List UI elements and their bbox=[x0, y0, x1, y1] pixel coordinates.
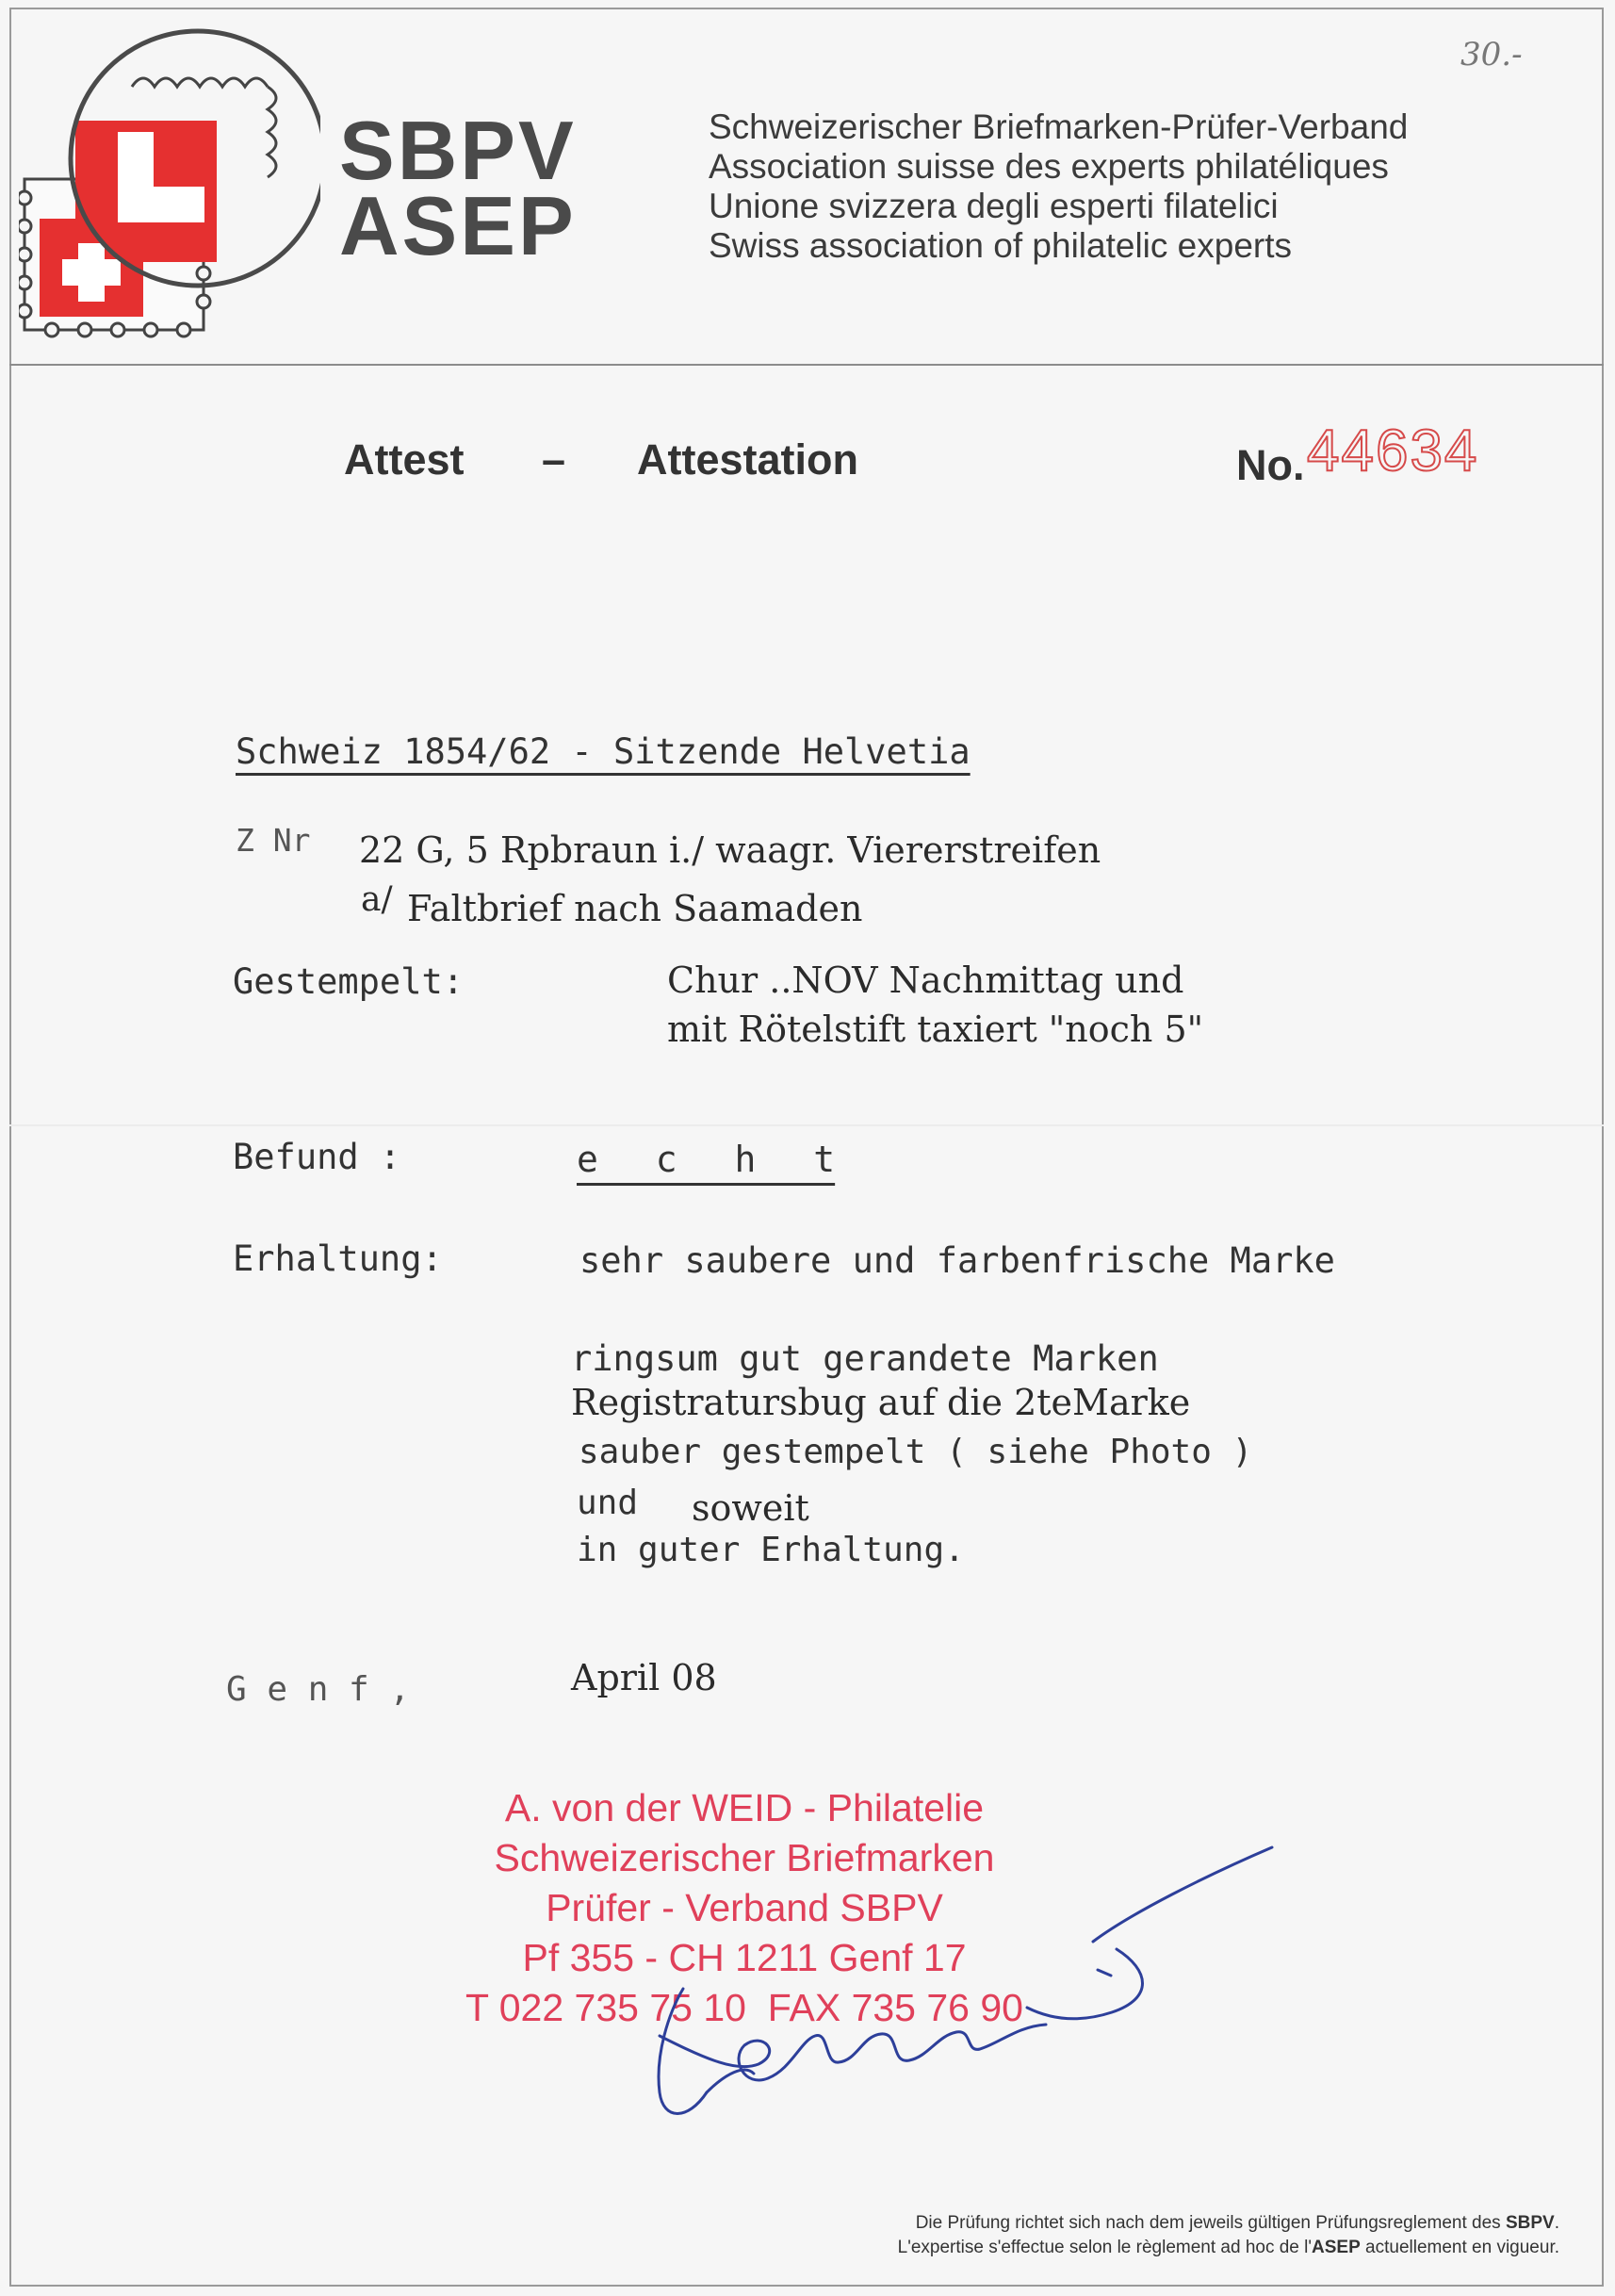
znr-line-2: Faltbrief nach Saamaden bbox=[407, 888, 863, 929]
footer-line-2-end: actuellement en vigueur. bbox=[1360, 2238, 1559, 2257]
befund-label: Befund : bbox=[233, 1137, 401, 1177]
pencil-price-mark: 30.- bbox=[1460, 36, 1523, 74]
handwritten-signature-icon bbox=[603, 1838, 1319, 2168]
gestempelt-line-1: Chur ..NOV Nachmittag und bbox=[667, 959, 1184, 1001]
stamp-line-3: Prüfer - Verband SBPV bbox=[546, 1886, 943, 1929]
znr-line-1: 22 G, 5 Rpbraun i./ waagr. Viererstreifen bbox=[359, 829, 1101, 871]
header-divider bbox=[9, 364, 1604, 366]
erhaltung-label: Erhaltung: bbox=[233, 1238, 443, 1279]
erhaltung-line-2: ringsum gut gerandete Marken bbox=[571, 1338, 1159, 1379]
gestempelt-line-2: mit Rötelstift taxiert "noch 5" bbox=[667, 1009, 1204, 1050]
place: G e n f , bbox=[226, 1670, 411, 1709]
certificate-no-label: No. bbox=[1236, 441, 1305, 489]
footer-line-1-text: Die Prüfung richtet sich nach dem jeweils gültigen Prüfungsreglement des bbox=[915, 2213, 1506, 2233]
footer-line-1-end: . bbox=[1554, 2213, 1559, 2233]
erhaltung-line-5a: und bbox=[577, 1484, 639, 1522]
footer-asep: ASEP bbox=[1312, 2238, 1361, 2257]
stamp-line-5: T 022 735 75 10 FAX 735 76 90 bbox=[465, 1986, 1023, 2029]
erhaltung-line-4: sauber gestempelt ( siehe Photo ) bbox=[579, 1433, 1253, 1471]
header bbox=[0, 0, 1615, 364]
befund-value: e c h t bbox=[577, 1139, 836, 1180]
title-attestation: Attestation bbox=[637, 435, 858, 484]
certificate-number: 44634 bbox=[1307, 418, 1479, 484]
stamp-line-4: Pf 355 - CH 1211 Genf 17 bbox=[522, 1936, 967, 1979]
footer-sbpv: SBPV bbox=[1505, 2213, 1555, 2233]
stamp-line-2: Schweizerischer Briefmarken bbox=[494, 1836, 995, 1879]
swiss-cross-stamp-logo-icon bbox=[19, 19, 320, 339]
footer-line-1 bbox=[565, 2211, 1559, 2236]
gestempelt-label: Gestempelt: bbox=[233, 961, 465, 1002]
association-name-fr: Association suisse des experts philatéliques bbox=[709, 147, 1389, 186]
footer-notice bbox=[565, 2211, 1559, 2260]
znr-label: Z Nr bbox=[236, 822, 311, 859]
association-name-en: Swiss association of philatelic experts bbox=[709, 226, 1293, 265]
association-names bbox=[709, 107, 1408, 266]
erhaltung-line-1: sehr saubere und farbenfrische Marke bbox=[579, 1240, 1335, 1281]
erhaltung-line-3: Registratursbug auf die 2teMarke bbox=[571, 1382, 1191, 1423]
title-dash: – bbox=[542, 435, 566, 484]
footer-line-2 bbox=[565, 2236, 1559, 2260]
association-name-de: Schweizerischer Briefmarken-Prüfer-Verband bbox=[709, 107, 1409, 146]
association-name-it: Unione svizzera degli esperti filatelici bbox=[709, 187, 1279, 225]
erhaltung-line-6: in guter Erhaltung. bbox=[577, 1531, 965, 1569]
brand-sbpv: SBPV bbox=[339, 104, 577, 197]
brand-asep: ASEP bbox=[339, 179, 577, 272]
erhaltung-line-5b: soweit bbox=[692, 1487, 809, 1529]
fold-crease bbox=[9, 1124, 1604, 1126]
date: April 08 bbox=[571, 1657, 717, 1698]
subject-line: Schweiz 1854/62 - Sitzende Helvetia bbox=[236, 731, 971, 772]
title-attest: Attest bbox=[344, 435, 465, 484]
footer-line-2-text: L'expertise s'effectue selon le règlement ad hoc de l' bbox=[897, 2238, 1312, 2257]
stamp-line-1: A. von der WEID - Philatelie bbox=[504, 1786, 985, 1829]
znr-line-2-prefix: a/ bbox=[361, 880, 393, 919]
